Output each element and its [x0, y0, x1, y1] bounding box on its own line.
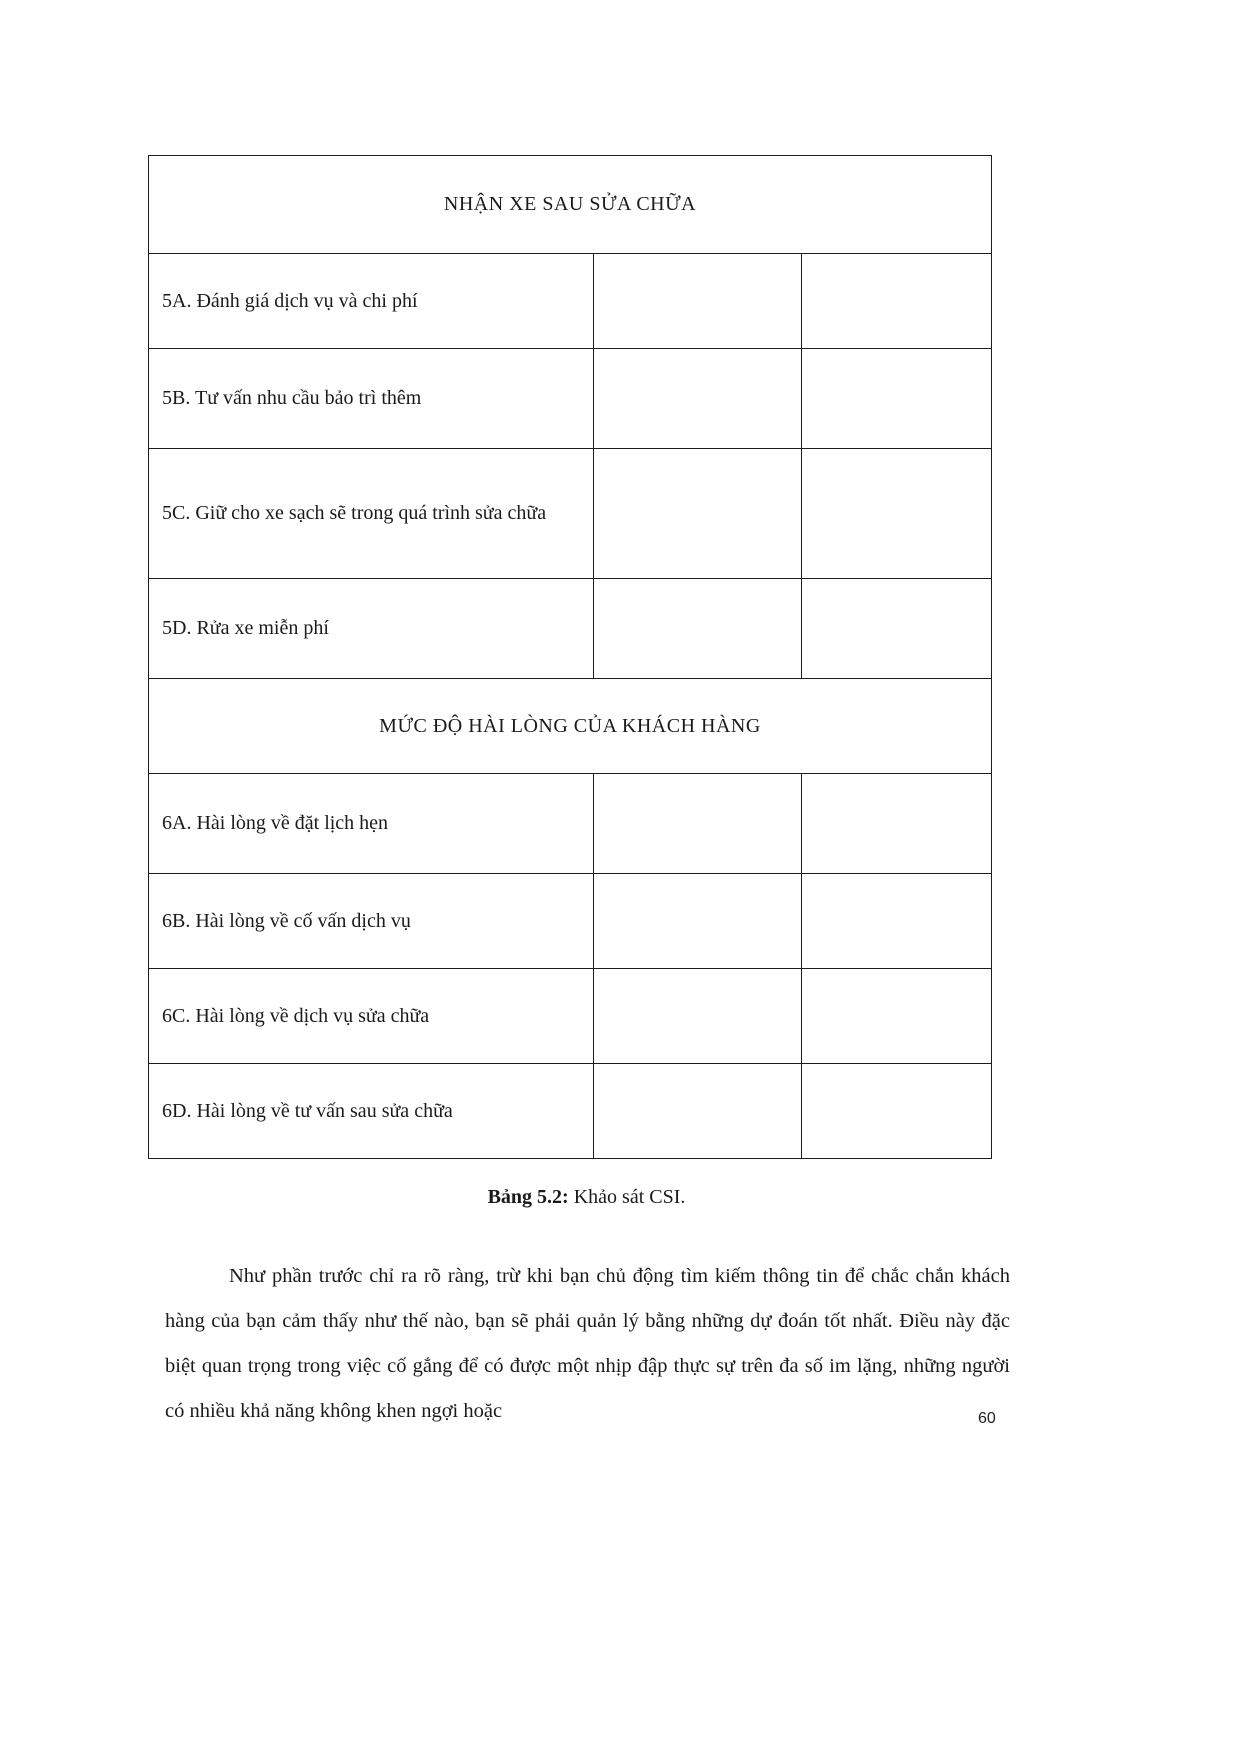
response-cell [802, 254, 992, 349]
caption-label: Bảng 5.2: [487, 1186, 569, 1208]
response-cell [802, 1064, 992, 1159]
section-header-satisfaction: MỨC ĐỘ HÀI LÒNG CỦA KHÁCH HÀNG [149, 679, 992, 774]
response-cell [802, 874, 992, 969]
table-row [149, 349, 992, 449]
response-cell [594, 579, 802, 679]
section-header-receive-car: NHẬN XE SAU SỬA CHỮA [149, 156, 992, 254]
survey-item-label: 5C. Giữ cho xe sạch sẽ trong quá trình sửa chữa [149, 449, 594, 579]
table-row [149, 774, 992, 874]
table-caption [165, 1186, 1008, 1209]
survey-item-label: 6A. Hài lòng về đặt lịch hẹn [149, 774, 594, 874]
response-cell [594, 349, 802, 449]
caption-text: Khảo sát CSI. [568, 1186, 686, 1208]
response-cell [594, 449, 802, 579]
survey-item-label: 6D. Hài lòng về tư vấn sau sửa chữa [149, 1064, 594, 1159]
response-cell [802, 774, 992, 874]
table-row [149, 579, 992, 679]
response-cell [594, 1064, 802, 1159]
table-row [149, 156, 992, 254]
response-cell [594, 874, 802, 969]
table-row [149, 449, 992, 579]
csi-survey-table [148, 155, 992, 1159]
response-cell [594, 774, 802, 874]
response-cell [594, 969, 802, 1064]
response-cell [802, 349, 992, 449]
table-row [149, 874, 992, 969]
table-row [149, 254, 992, 349]
response-cell [594, 254, 802, 349]
survey-item-label: 5B. Tư vấn nhu cầu bảo trì thêm [149, 349, 594, 449]
table-row [149, 969, 992, 1064]
survey-item-label: 6C. Hài lòng về dịch vụ sửa chữa [149, 969, 594, 1064]
table-row [149, 679, 992, 774]
survey-item-label: 5A. Đánh giá dịch vụ và chi phí [149, 254, 594, 349]
response-cell [802, 579, 992, 679]
page-number: 60 [978, 1410, 996, 1427]
table-row [149, 1064, 992, 1159]
response-cell [802, 969, 992, 1064]
body-paragraph: Như phần trước chỉ ra rõ ràng, trừ khi bạn chủ động tìm kiếm thông tin để chắc chắn khách hàng của bạn cảm thấy như thế nào, bạn sẽ phải quản lý bằng những dự đoán tốt nhất. Điều này đặc biệt quan trọng trong việc cố gắng để có được một nhịp đập thực sự trên đa số im lặng, những người có nhiều khả năng không khen ngợi hoặc [165, 1265, 1010, 1422]
response-cell [802, 449, 992, 579]
survey-item-label: 5D. Rửa xe miễn phí [149, 579, 594, 679]
survey-item-label: 6B. Hài lòng về cố vấn dịch vụ [149, 874, 594, 969]
